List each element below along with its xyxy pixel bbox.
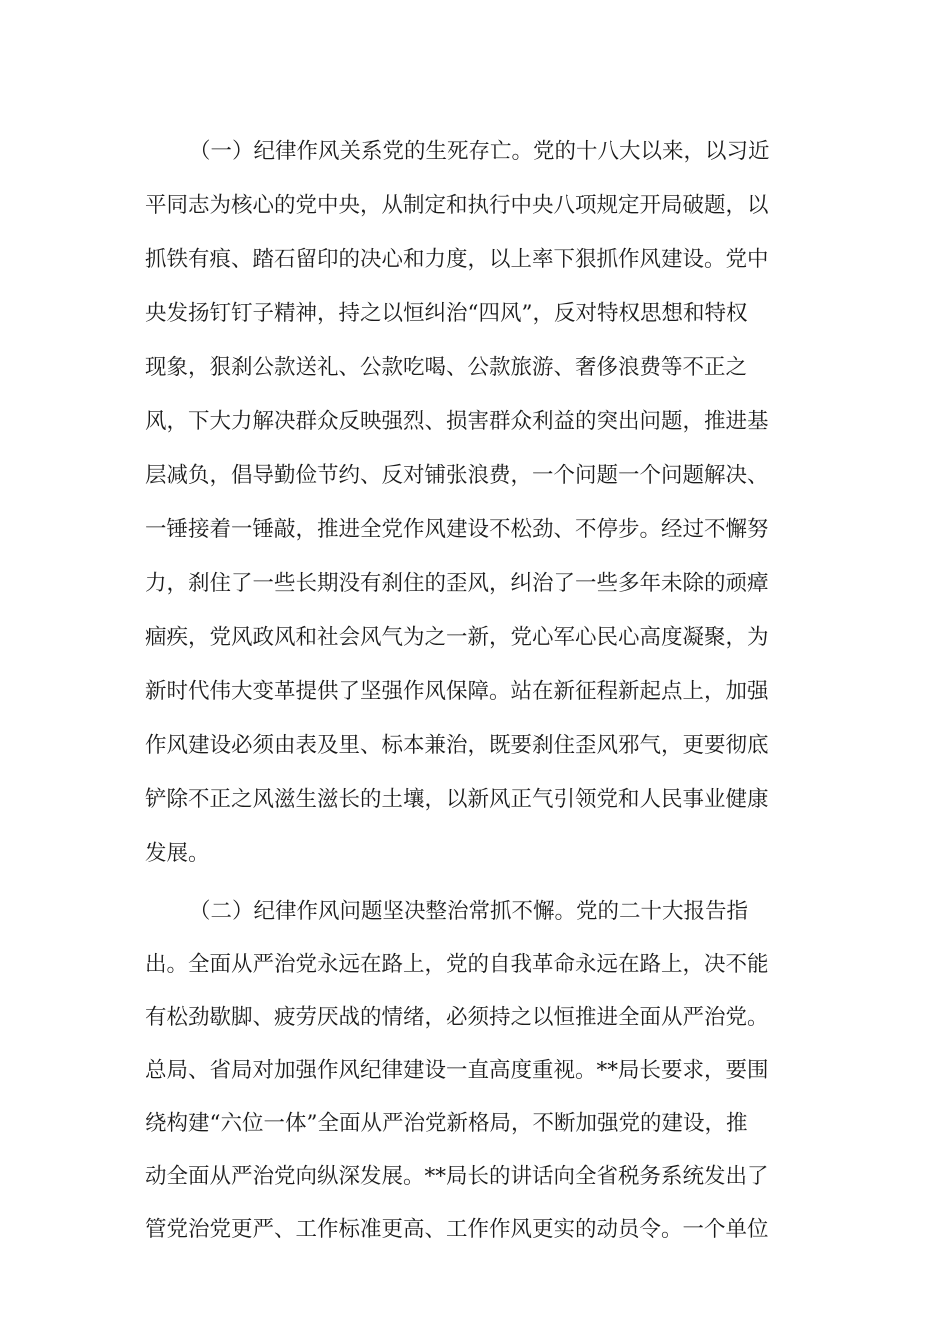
text-line: 铲除不正之风滋生滋长的土壤，以新风正气引领党和人民事业健康 bbox=[145, 787, 769, 812]
text-line: 央发扬钉钉子精神，持之以恒纠治“四风”，反对特权思想和特权 bbox=[145, 301, 748, 326]
text-line: 作风建设必须由表及里、标本兼治，既要刹住歪风邪气，更要彻底 bbox=[145, 733, 769, 758]
text-line: 动全面从严治党向纵深发展。**局长的讲话向全省税务系统发出了 bbox=[145, 1164, 769, 1189]
text-line: 层减负，倡导勤俭节约、反对铺张浪费，一个问题一个问题解决、 bbox=[145, 463, 769, 488]
text-line: （一）纪律作风关系党的生死存亡。党的十八大以来，以习近 bbox=[189, 139, 770, 164]
text-line: 抓铁有痕、踏石留印的决心和力度，以上率下狠抓作风建设。党中 bbox=[145, 247, 769, 272]
text-line: 痼疾，党风政风和社会风气为之一新，党心军心民心高度凝聚，为 bbox=[145, 625, 769, 650]
text-line: 风，下大力解决群众反映强烈、损害群众利益的突出问题，推进基 bbox=[145, 409, 769, 434]
text-line: 出。全面从严治党永远在路上，党的自我革命永远在路上，决不能 bbox=[145, 952, 769, 977]
text-line: （二）纪律作风问题坚决整治常抓不懈。党的二十大报告指 bbox=[189, 899, 749, 924]
text-line: 总局、省局对加强作风纪律建设一直高度重视。**局长要求，要围 bbox=[145, 1058, 769, 1083]
text-line: 新时代伟大变革提供了坚强作风保障。站在新征程新起点上，加强 bbox=[145, 679, 769, 704]
text-line: 管党治党更严、工作标准更高、工作作风更实的动员令。一个单位 bbox=[145, 1217, 769, 1242]
text-line: 有松劲歇脚、疲劳厌战的情绪，必须持之以恒推进全面从严治党。 bbox=[145, 1005, 769, 1030]
text-line: 绕构建“六位一体”全面从严治党新格局，不断加强党的建设，推 bbox=[145, 1111, 748, 1136]
text-line: 平同志为核心的党中央，从制定和执行中央八项规定开局破题，以 bbox=[145, 193, 769, 218]
text-line: 发展。 bbox=[145, 841, 210, 866]
text-line: 现象，狠刹公款送礼、公款吃喝、公款旅游、奢侈浪费等不正之 bbox=[145, 355, 748, 380]
text-line: 力，刹住了一些长期没有刹住的歪风，纠治了一些多年未除的顽瘴 bbox=[145, 571, 769, 596]
text-line: 一锤接着一锤敲，推进全党作风建设不松劲、不停步。经过不懈努 bbox=[145, 517, 769, 542]
